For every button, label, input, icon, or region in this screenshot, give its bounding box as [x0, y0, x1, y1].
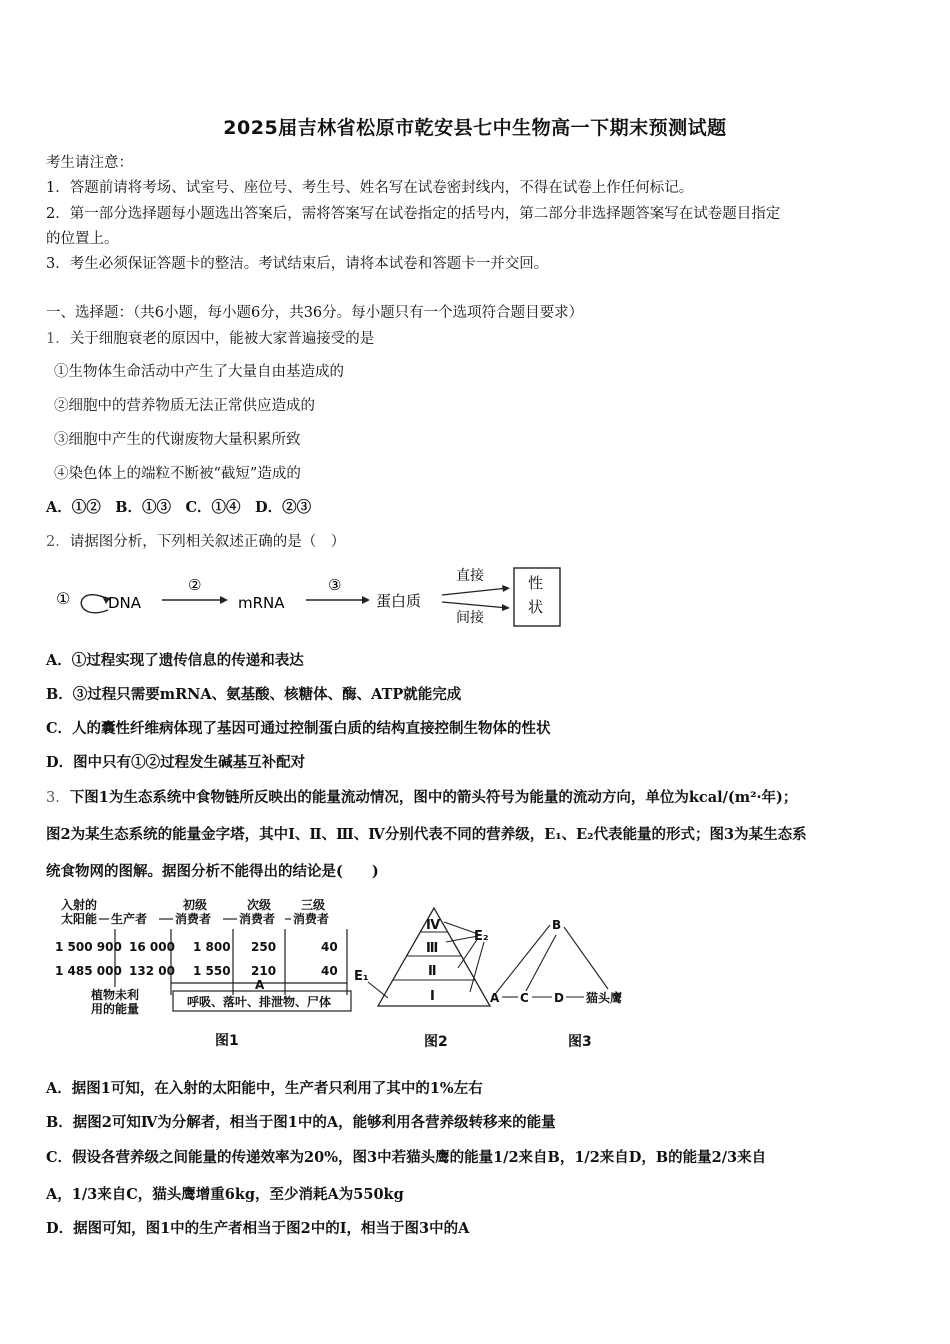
- unused-energy-2: 用的能量: [91, 1002, 140, 1016]
- food-web-arrow: [526, 935, 556, 991]
- food-web-arrow: [496, 925, 550, 993]
- q3-option-a: A．据图1可知，在入射的太阳能中，生产者只利用了其中的1%左右: [46, 1080, 483, 1097]
- energy-flow-figure-1: [55, 895, 365, 1055]
- header-incident-solar-1: 入射的: [61, 898, 98, 912]
- notice-item: 3．考生必须保证答题卡的整洁。考试结束后，请将本试卷和答题卡一并交回。: [46, 256, 549, 272]
- q3-option-b: B．据图2可知Ⅳ为分解者，相当于图1中的A，能够利用各营养级转移来的能量: [46, 1114, 556, 1131]
- question-number: 2．: [46, 534, 70, 550]
- level-2-label: Ⅱ: [428, 964, 437, 979]
- notice-item: 的位置上。: [46, 231, 119, 247]
- central-dogma-figure: [50, 560, 580, 635]
- question-3-stem-line-1: [46, 786, 797, 807]
- arrowhead: [362, 596, 370, 604]
- notice-heading: 考生请注意：: [46, 155, 133, 171]
- node-b: B: [552, 918, 562, 932]
- food-web-arrow: [564, 927, 608, 989]
- q3-option-c-continued: A，1/3来自C，猫头鹰增重6kg，至少消耗A为550kg: [46, 1186, 404, 1203]
- input-arrow: [368, 982, 388, 998]
- q2-option-a: A．①过程实现了遗传信息的传递和表达: [46, 652, 304, 669]
- unused-energy-1: 植物未利: [91, 988, 140, 1002]
- e1-label: E₁: [354, 969, 369, 984]
- q1-item: ②细胞中的营养物质无法正常供应造成的: [54, 398, 315, 414]
- header-primary-2: 消费者: [175, 912, 212, 926]
- figure-1-caption: 图1: [215, 1033, 239, 1049]
- question-1-stem: [46, 327, 374, 348]
- q2-option-b: B．③过程只需要mRNA、氨基酸、核糖体、酶、ATP就能完成: [46, 686, 462, 703]
- trait-char-2: 状: [528, 598, 544, 616]
- level-1-label: Ⅰ: [430, 989, 435, 1004]
- row1-tertiary: 40: [321, 940, 338, 954]
- question-2-stem: [46, 530, 345, 551]
- row2-secondary: 210: [251, 964, 277, 978]
- row1-secondary: 250: [251, 940, 277, 954]
- q2-option-c: C．人的囊性纤维病体现了基因可通过控制蛋白质的结构直接控制生物体的性状: [46, 720, 551, 737]
- level-3-label: Ⅲ: [426, 941, 439, 956]
- question-number: 3．: [46, 790, 70, 806]
- q1-item: ①生物体生命活动中产生了大量自由基造成的: [54, 364, 344, 380]
- node-d: D: [554, 991, 564, 1005]
- section-heading: 一、选择题：（共6小题，每小题6分，共36分。每小题只有一个选项符合题目要求）: [46, 305, 584, 321]
- protein-label: 蛋白质: [376, 592, 422, 610]
- process-1-label: ①: [56, 589, 71, 608]
- indirect-arrow: [442, 602, 508, 608]
- header-tertiary-1: 三级: [301, 898, 326, 912]
- energy-pyramid-figure-2: [350, 900, 500, 1055]
- q3-option-d: D．据图可知，图1中的生产者相当于图2中的Ⅰ，相当于图3中的A: [46, 1220, 470, 1237]
- question-3-stem-line-2: 图2为某生态系统的能量金字塔，其中Ⅰ、Ⅱ、Ⅲ、Ⅳ分别代表不同的营养级，E₁、E₂代表能量的形式；图3为某生态系: [46, 826, 807, 843]
- process-3-label: ③: [328, 576, 342, 594]
- header-secondary-1: 次级: [247, 898, 272, 912]
- row2-producer: 132 00: [129, 964, 175, 978]
- question-text: 下图1为生态系统中食物链所反映出的能量流动情况，图中的箭头符号为能量的流动方向，单位为kcal/(m²·年)；: [69, 789, 798, 806]
- header-secondary-2: 消费者: [239, 912, 276, 926]
- notice-item: 2．第一部分选择题每小题选出答案后，需将答案写在试卷指定的括号内，第二部分非选择题答案写在试卷题目指定: [46, 206, 781, 222]
- header-primary-1: 初级: [183, 898, 208, 912]
- row2-solar: 1 485 000: [55, 964, 122, 978]
- q1-item: ③细胞中产生的代谢废物大量积累所致: [54, 432, 301, 448]
- q1-options: A．①② B．①③ C．①④ D．②③: [46, 499, 312, 516]
- page-title: 2025届吉林省松原市乾安县七中生物高一下期末预测试题: [223, 117, 727, 139]
- header-tertiary-2: 消费者: [293, 912, 330, 926]
- dna-label: DNA: [108, 594, 142, 612]
- figure-2-caption: 图2: [424, 1034, 448, 1050]
- direct-label: 直接: [456, 568, 484, 584]
- node-a: A: [490, 991, 500, 1005]
- node-c: C: [520, 991, 529, 1005]
- row2-primary: 1 550: [193, 964, 231, 978]
- q3-option-c: C．假设各营养级之间能量的传递效率为20%，图3中若猫头鹰的能量1/2来自B，1/2来自D，B的能量2/3来自: [46, 1149, 767, 1166]
- header-incident-solar-2: 太阳能: [61, 912, 98, 926]
- row1-primary: 1 800: [193, 940, 231, 954]
- food-web-figure-3: [490, 905, 650, 1055]
- decomposer-a-label: A: [255, 978, 265, 992]
- row1-solar: 1 500 900: [55, 940, 122, 954]
- figure-3-caption: 图3: [568, 1034, 592, 1050]
- e2-label: E₂: [474, 929, 489, 944]
- q2-option-d: D．图中只有①②过程发生碱基互补配对: [46, 754, 306, 771]
- row2-tertiary: 40: [321, 964, 338, 978]
- question-3-stem-line-3: 统食物网的图解。据图分析不能得出的结论是( ): [46, 863, 379, 880]
- process-2-label: ②: [188, 576, 202, 594]
- arrowhead: [502, 604, 510, 611]
- notice-item: 1．答题前请将考场、试室号、座位号、考生号、姓名写在试卷密封线内，不得在试卷上作任何标记。: [46, 180, 694, 196]
- trait-char-1: 性: [528, 574, 544, 592]
- level-4-label: Ⅳ: [426, 918, 441, 933]
- question-number: 1．: [46, 331, 70, 347]
- indirect-label: 间接: [456, 610, 484, 626]
- question-text: 关于细胞衰老的原因中，能被大家普遍接受的是: [69, 331, 375, 347]
- mrna-label: mRNA: [238, 594, 285, 612]
- row1-producer: 16 000: [129, 940, 175, 954]
- heat-arrow: [444, 922, 478, 934]
- header-producer: 生产者: [111, 912, 148, 926]
- arrowhead: [502, 585, 510, 592]
- arrowhead: [220, 596, 228, 604]
- loss-box-text: 呼吸、落叶、排泄物、尸体: [187, 995, 332, 1009]
- q1-item: ④染色体上的端粒不断被“截短”造成的: [54, 466, 301, 482]
- node-owl: 猫头鹰: [586, 991, 623, 1005]
- question-text: 请据图分析，下列相关叙述正确的是（ ）: [69, 534, 346, 550]
- direct-arrow: [442, 588, 508, 595]
